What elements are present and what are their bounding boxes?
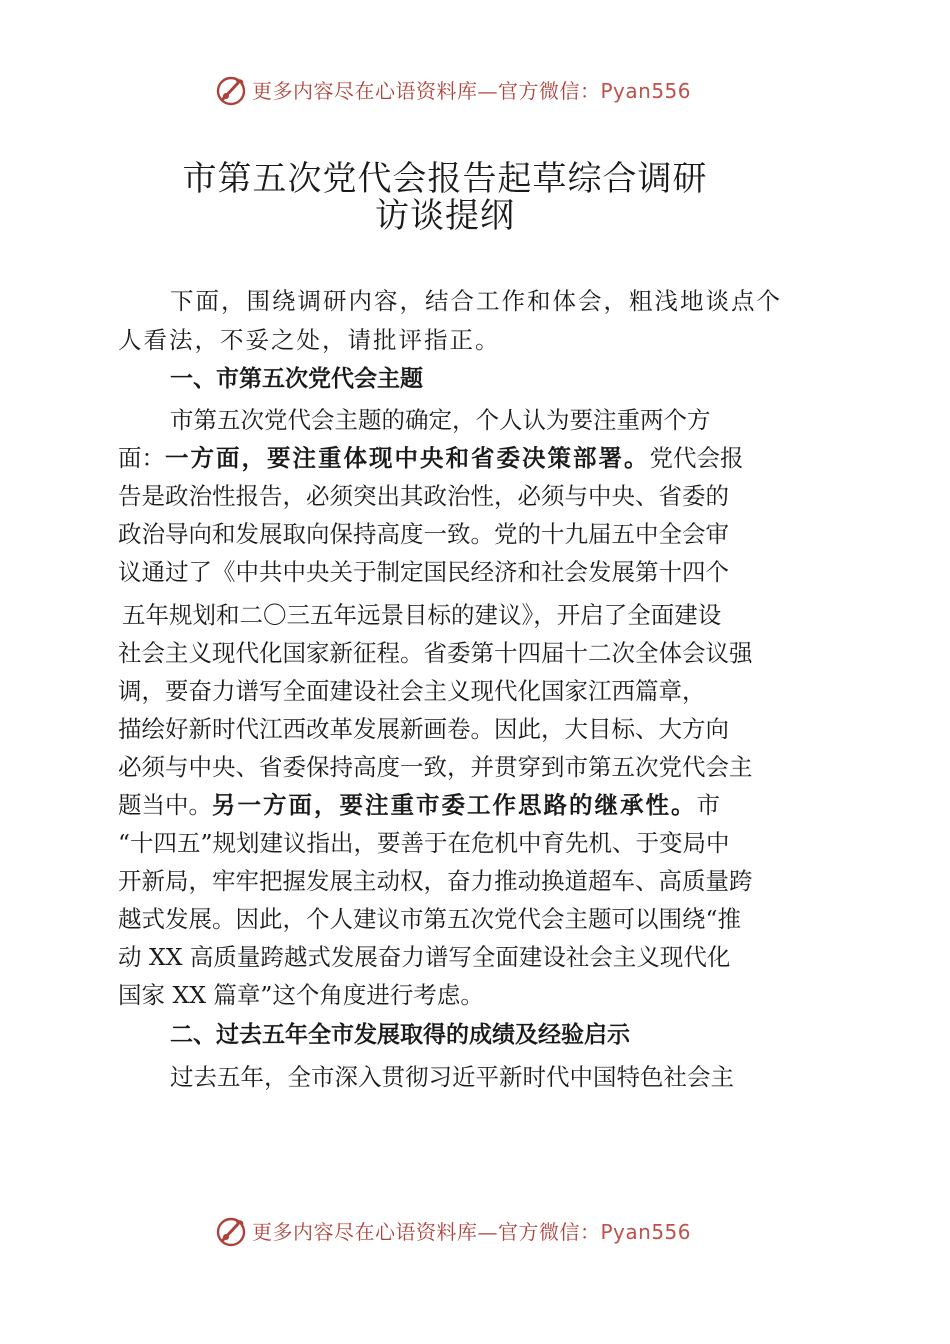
- text-line: 面：一方面，要注重体现中央和省委决策部署。党代会报: [118, 444, 744, 472]
- wechat-id: Pyan556: [600, 1220, 692, 1244]
- text-line: 议通过了《中共中央关于制定国民经济和社会发展第十四个: [118, 558, 729, 586]
- text-line: “十四五”规划建议指出，要善于在危机中育先机、于变局中: [118, 829, 730, 857]
- text-line: 政治导向和发展取向保持高度一致。党的十九届五中全会审: [118, 520, 729, 548]
- text-line: 市第五次党代会主题的确定，个人认为要注重两个方: [170, 406, 711, 434]
- text-line: 五年规划和二〇三五年远景目标的建议》，开启了全面建设: [122, 601, 722, 629]
- text-line: 越式发展。因此，个人建议市第五次党代会主题可以围绕“推: [118, 905, 742, 933]
- banner-text: 更多内容尽在心语资料库—官方微信：Pyan556: [252, 79, 692, 103]
- brush-logo-icon: [214, 1215, 248, 1249]
- section-heading: 一、市第五次党代会主题: [170, 366, 423, 392]
- text-line: 描绘好新时代江西改革发展新画卷。因此，大目标、大方向: [118, 715, 729, 743]
- text-line: 告是政治性报告，必须突出其政治性，必须与中央、省委的: [118, 482, 729, 510]
- footer-banner: [0, 1213, 950, 1253]
- doc-subtitle: 访谈提纲: [375, 196, 515, 236]
- text-line: 必须与中央、省委保持高度一致，并贯穿到市第五次党代会主: [118, 753, 753, 781]
- text-line: 人看法，不妥之处，请批评指正。: [118, 326, 501, 354]
- text-line: 下面，围绕调研内容，结合工作和体会，粗浅地谈点个: [170, 287, 782, 315]
- emphasis-text: 另一方面，要注重市委工作思路的继承性。: [212, 791, 697, 819]
- brush-logo-icon: [214, 74, 248, 108]
- text-line: 过去五年，全市深入贯彻习近平新时代中国特色社会主: [170, 1063, 734, 1091]
- section-heading: 二、过去五年全市发展取得的成绩及经验启示: [170, 1022, 630, 1048]
- header-banner: [0, 72, 950, 112]
- text-line: 动 XX 高质量跨越式发展奋力谱写全面建设社会主义现代化: [118, 943, 731, 971]
- wechat-id: Pyan556: [600, 79, 692, 103]
- text-line: 国家 XX 篇章”这个角度进行考虑。: [118, 981, 484, 1009]
- text-line: 调，要奋力谱写全面建设社会主义现代化国家江西篇章，: [118, 677, 706, 705]
- text-line: 题当中。另一方面，要注重市委工作思路的继承性。市: [118, 791, 720, 819]
- emphasis-text: 一方面，要注重体现中央和省委决策部署。: [165, 444, 650, 472]
- banner-text: 更多内容尽在心语资料库—官方微信：Pyan556: [252, 1220, 692, 1244]
- text-line: 社会主义现代化国家新征程。省委第十四届十二次全体会议强: [118, 639, 753, 667]
- text-line: 开新局，牢牢把握发展主动权，奋力推动换道超车、高质量跨: [118, 867, 753, 895]
- doc-title: 市第五次党代会报告起草综合调研: [182, 159, 708, 199]
